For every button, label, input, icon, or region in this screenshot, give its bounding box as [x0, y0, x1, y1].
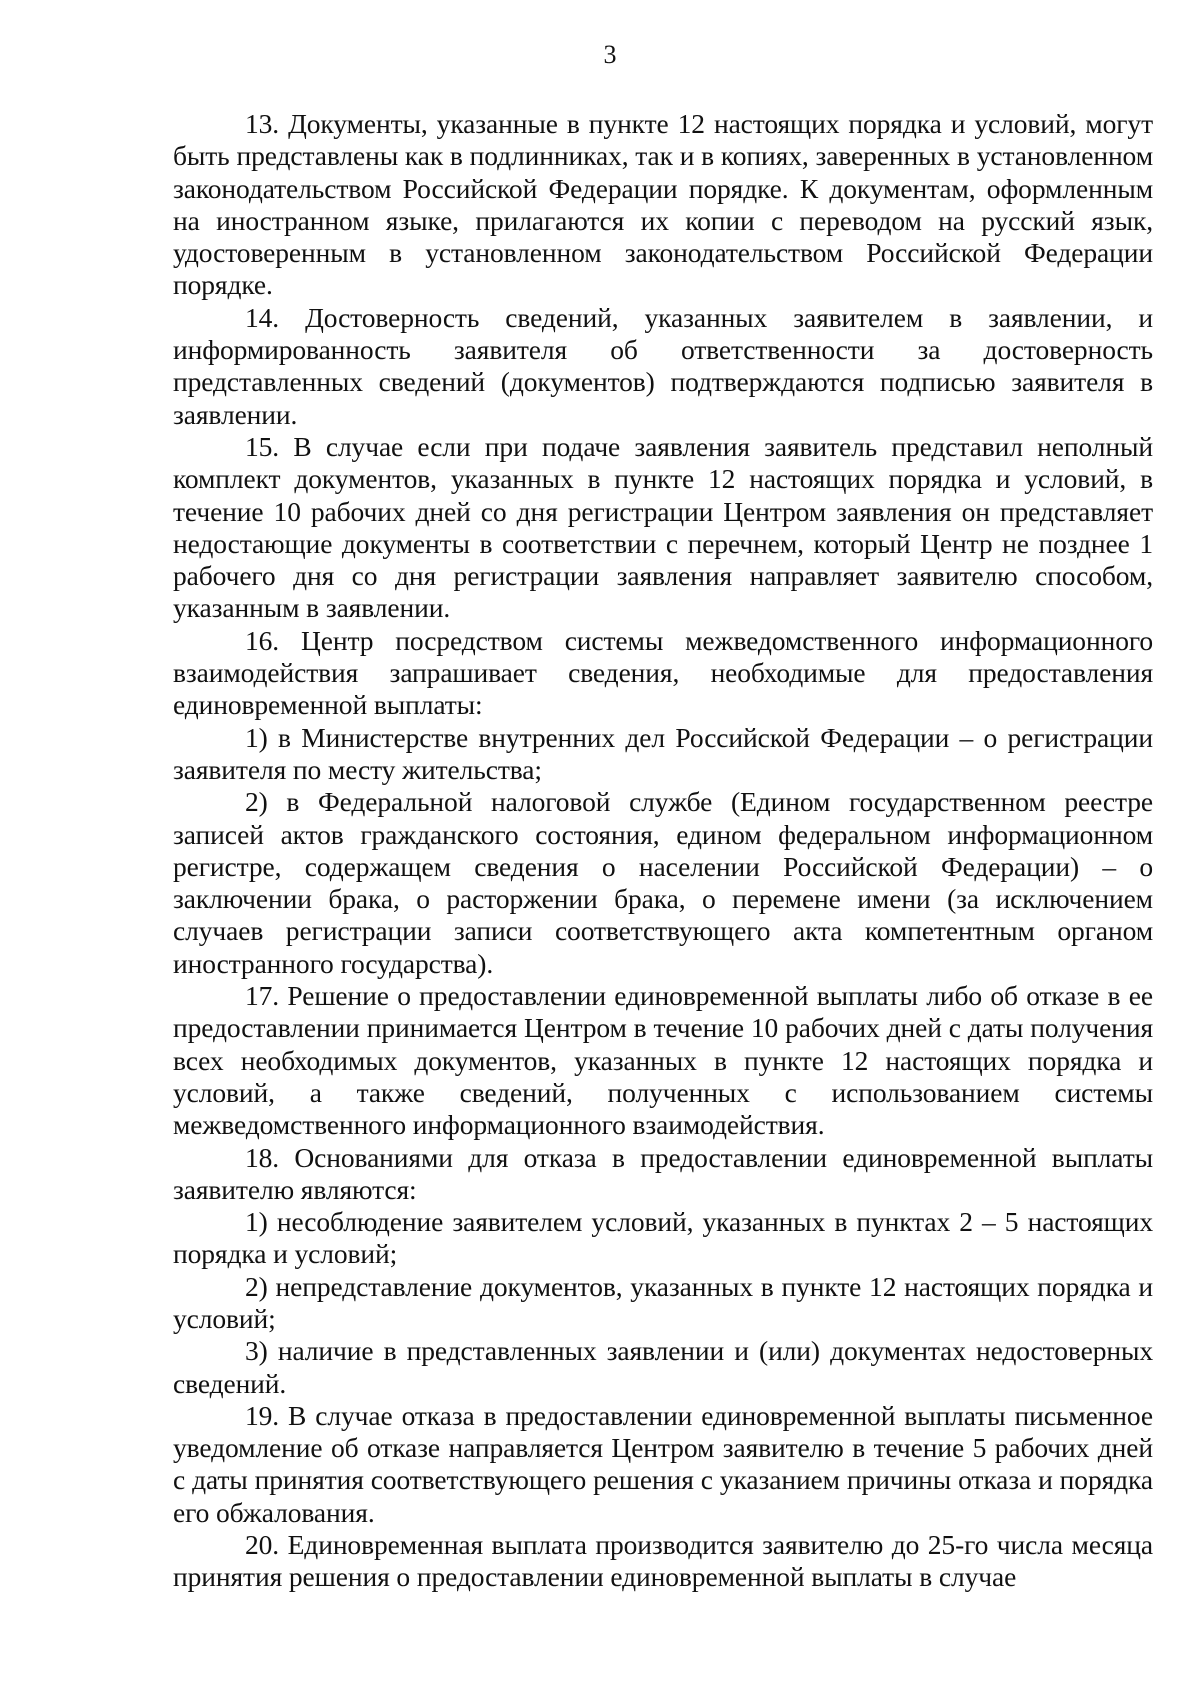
paragraph-16: 16. Центр посредством системы межведомственного информационного взаимодействия запрашивает сведения, необходимые для предоставления единовременной выплаты:: [173, 624, 1153, 721]
paragraph-13: 13. Документы, указанные в пункте 12 настоящих порядка и условий, могут быть представлены как в подлинниках, так и в копиях, заверенных в установленном законодательством Российской Федерации порядке. К документам, оформленным на иностранном языке, прилагаются их копии с переводом на русский язык, удостоверенным в установленном законодательством Российской Федерации порядке.: [173, 108, 1153, 301]
document-body: [173, 108, 1153, 1594]
paragraph-14: 14. Достоверность сведений, указанных заявителем в заявлении, и информированность заявителя об ответственности за достоверность представленных сведений (документов) подтверждаются подписью заявителя в заявлении.: [173, 301, 1153, 430]
paragraph-16-item-1: 1) в Министерстве внутренних дел Российской Федерации – о регистрации заявителя по месту жительства;: [173, 721, 1153, 785]
paragraph-18-item-1: 1) несоблюдение заявителем условий, указанных в пунктах 2 – 5 настоящих порядка и условий;: [173, 1206, 1153, 1270]
page-number: 3: [603, 40, 617, 69]
paragraph-19: 19. В случае отказа в предоставлении единовременной выплаты письменное уведомление об отказе направляется Центром заявителю в течение 5 рабочих дней с даты принятия соответствующего решения с указанием причины отказа и порядка его обжалования.: [173, 1399, 1153, 1528]
paragraph-18: 18. Основаниями для отказа в предоставлении единовременной выплаты заявителю являются:: [173, 1141, 1153, 1205]
paragraph-17: 17. Решение о предоставлении единовременной выплаты либо об отказе в ее предоставлении принимается Центром в течение 10 рабочих дней с даты получения всех необходимых документов, указанных в пункте 12 настоящих порядка и условий, а также сведений, полученных с использованием системы межведомственного информационного взаимодействия.: [173, 980, 1153, 1141]
paragraph-16-item-2: 2) в Федеральной налоговой службе (Едином государственном реестре записей актов гражданского состояния, едином федеральном информационном регистре, содержащем сведения о населении Российской Федерации) – о заключении брака, о расторжении брака, о перемене имени (за исключением случаев регистрации записи соответствующего акта компетентным органом иностранного государства).: [173, 786, 1153, 979]
paragraph-20: 20. Единовременная выплата производится заявителю до 25-го числа месяца принятия решения о предоставлении единовременной выплаты в случае: [173, 1529, 1153, 1593]
paragraph-18-item-2: 2) непредставление документов, указанных в пункте 12 настоящих порядка и условий;: [173, 1270, 1153, 1334]
paragraph-18-item-3: 3) наличие в представленных заявлении и (или) документах недостоверных сведений.: [173, 1335, 1153, 1399]
paragraph-15: 15. В случае если при подаче заявления заявитель представил неполный комплект документов, указанных в пункте 12 настоящих порядка и условий, в течение 10 рабочих дней со дня регистрации Центром заявления он представляет недостающие документы в соответствии с перечнем, который Центр не позднее 1 рабочего дня со дня регистрации заявления направляет заявителю способом, указанным в заявлении.: [173, 430, 1153, 624]
